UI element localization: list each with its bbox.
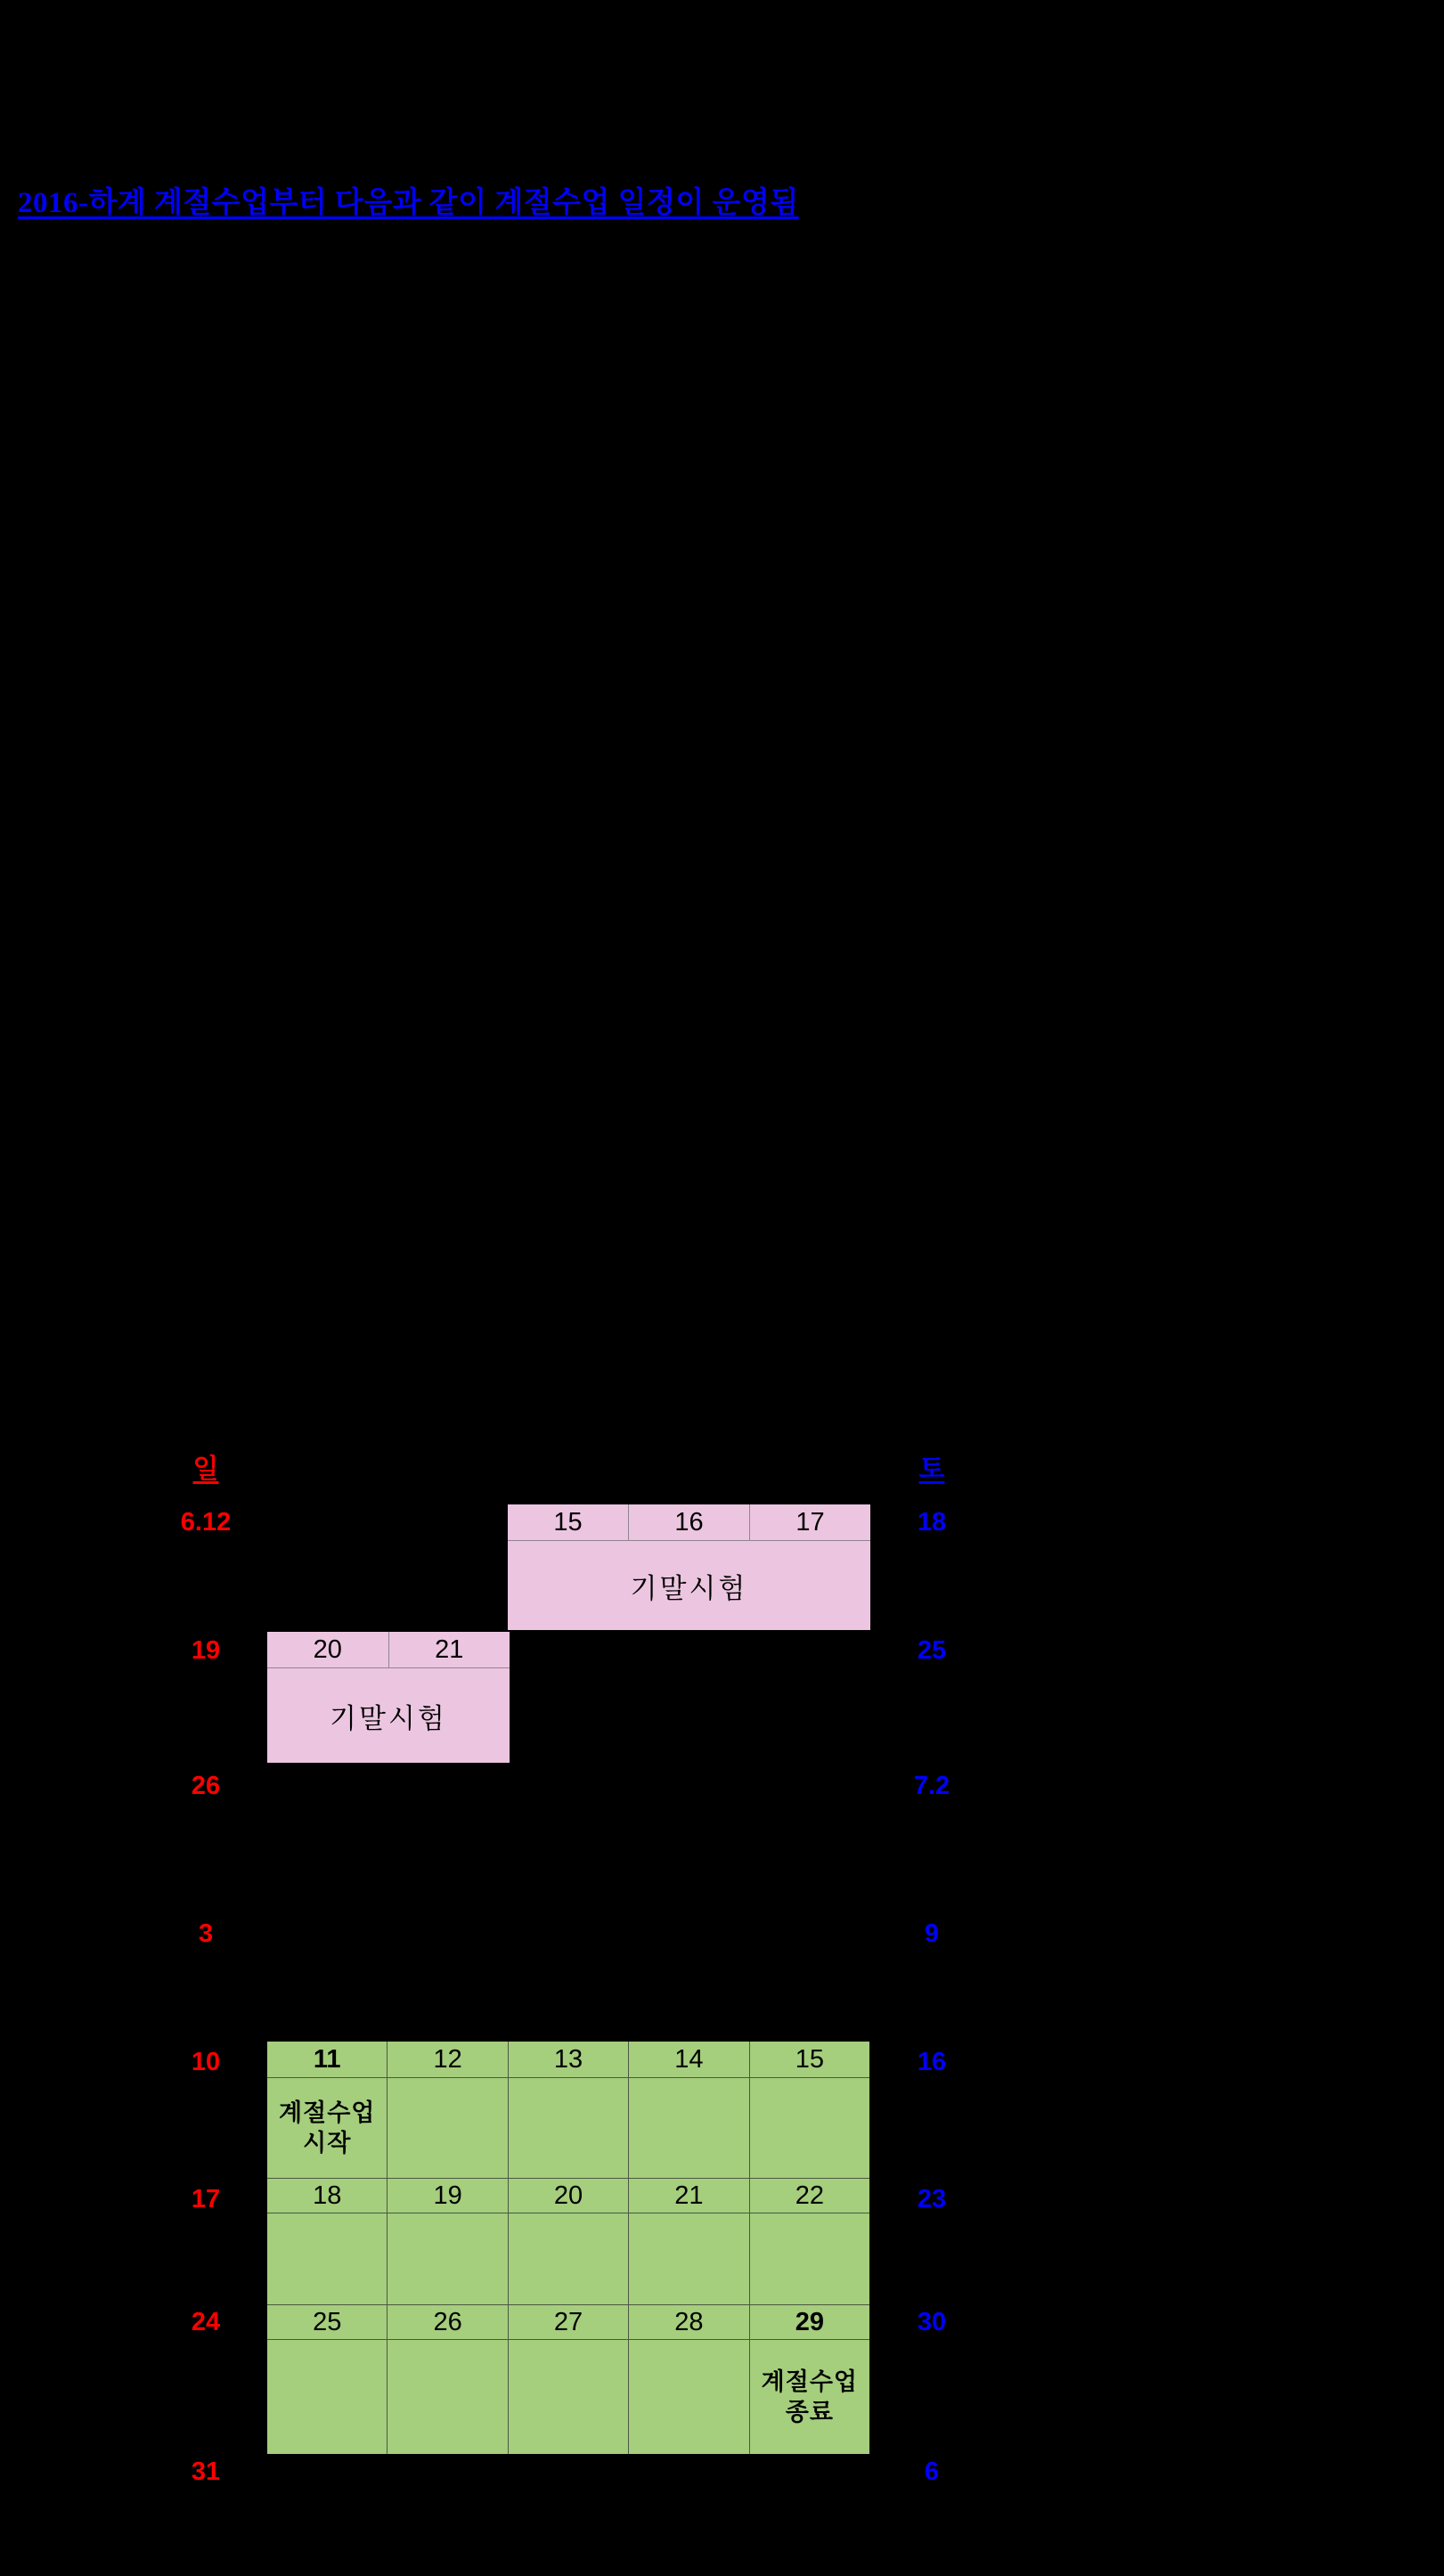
day-label-sat-23: 23 <box>917 2185 947 2213</box>
calendar-day-cell: 22 <box>795 2181 824 2210</box>
calendar-day-cell: 20 <box>267 1632 389 1667</box>
calendar-empty-cell <box>388 2078 508 2178</box>
final-exam-note: 기말시험 <box>330 1702 447 1734</box>
day-label-sat-25: 25 <box>917 1636 947 1665</box>
day-label-sun-31: 31 <box>191 2458 221 2486</box>
calendar-empty-cell <box>629 2213 749 2304</box>
day-label-sun-612: 6.12 <box>180 1508 232 1537</box>
calendar-day-cell: 19 <box>388 2179 508 2213</box>
day-label-sun-3: 3 <box>198 1920 214 1948</box>
calendar-empty-cell <box>629 2340 749 2454</box>
calendar-day-cell: 15 <box>508 1504 629 1540</box>
weekday-header-saturday: 토 <box>918 1455 945 1484</box>
calendar-day-cell: 16 <box>629 1504 750 1540</box>
calendar-empty-cell <box>629 2078 749 2178</box>
day-label-sat-30: 30 <box>917 2308 947 2336</box>
weekday-header-sunday: 일 <box>192 1455 219 1484</box>
day-label-sun-24: 24 <box>191 2308 221 2336</box>
calendar-empty-cell <box>750 2213 869 2304</box>
calendar-empty-cell <box>509 2078 629 2178</box>
calendar-day-cell: 27 <box>509 2305 629 2339</box>
calendar-day-cell: 17 <box>795 1507 825 1537</box>
calendar-day-cell: 26 <box>388 2305 508 2339</box>
final-exam-block-week1 <box>508 1504 870 1630</box>
calendar-day-cell: 14 <box>629 2042 749 2077</box>
calendar-empty-cell <box>267 2213 388 2304</box>
day-label-sat-16: 16 <box>917 2048 947 2076</box>
calendar-empty-cell <box>750 2078 869 2178</box>
session-end-note: 계절수업 종료 <box>761 2368 858 2425</box>
calendar-day-cell: 15 <box>795 2044 824 2074</box>
calendar-day-cell: 18 <box>267 2179 388 2213</box>
calendar-day-cell: 25 <box>267 2305 388 2339</box>
calendar-empty-cell <box>267 2340 388 2454</box>
day-label-sun-10: 10 <box>191 2048 221 2076</box>
final-exam-block-week2 <box>267 1632 510 1763</box>
day-label-sun-17: 17 <box>191 2185 221 2213</box>
calendar-empty-cell <box>388 2213 508 2304</box>
final-exam-note: 기말시험 <box>630 1572 748 1604</box>
session-end-note-cell <box>750 2340 869 2454</box>
page-title: 2016-하계 계절수업부터 다음과 같이 계절수업 일정이 운영됨 <box>18 187 799 219</box>
day-label-sat-18: 18 <box>917 1508 947 1537</box>
calendar-empty-cell <box>509 2213 629 2304</box>
calendar-day-cell-session-start: 11 <box>267 2042 388 2077</box>
calendar-empty-cell <box>509 2340 629 2454</box>
calendar-day-cell-session-end: 29 <box>795 2307 824 2336</box>
calendar-day-cell: 12 <box>388 2042 508 2077</box>
calendar-empty-cell <box>388 2340 508 2454</box>
calendar-day-cell: 21 <box>629 2179 749 2213</box>
day-label-sun-26: 26 <box>191 1772 221 1800</box>
calendar-day-cell: 20 <box>509 2179 629 2213</box>
day-label-sat-9: 9 <box>924 1920 940 1948</box>
calendar-day-cell: 28 <box>629 2305 749 2339</box>
calendar-day-cell: 13 <box>509 2042 629 2077</box>
session-start-note: 계절수업 시작 <box>279 2099 376 2156</box>
summer-session-block <box>267 2042 869 2454</box>
day-label-sun-19: 19 <box>191 1636 221 1665</box>
day-label-sat-6: 6 <box>924 2458 940 2486</box>
day-label-sat-72: 7.2 <box>913 1772 950 1800</box>
session-start-note-cell <box>267 2078 388 2178</box>
calendar-day-cell: 21 <box>435 1634 464 1664</box>
